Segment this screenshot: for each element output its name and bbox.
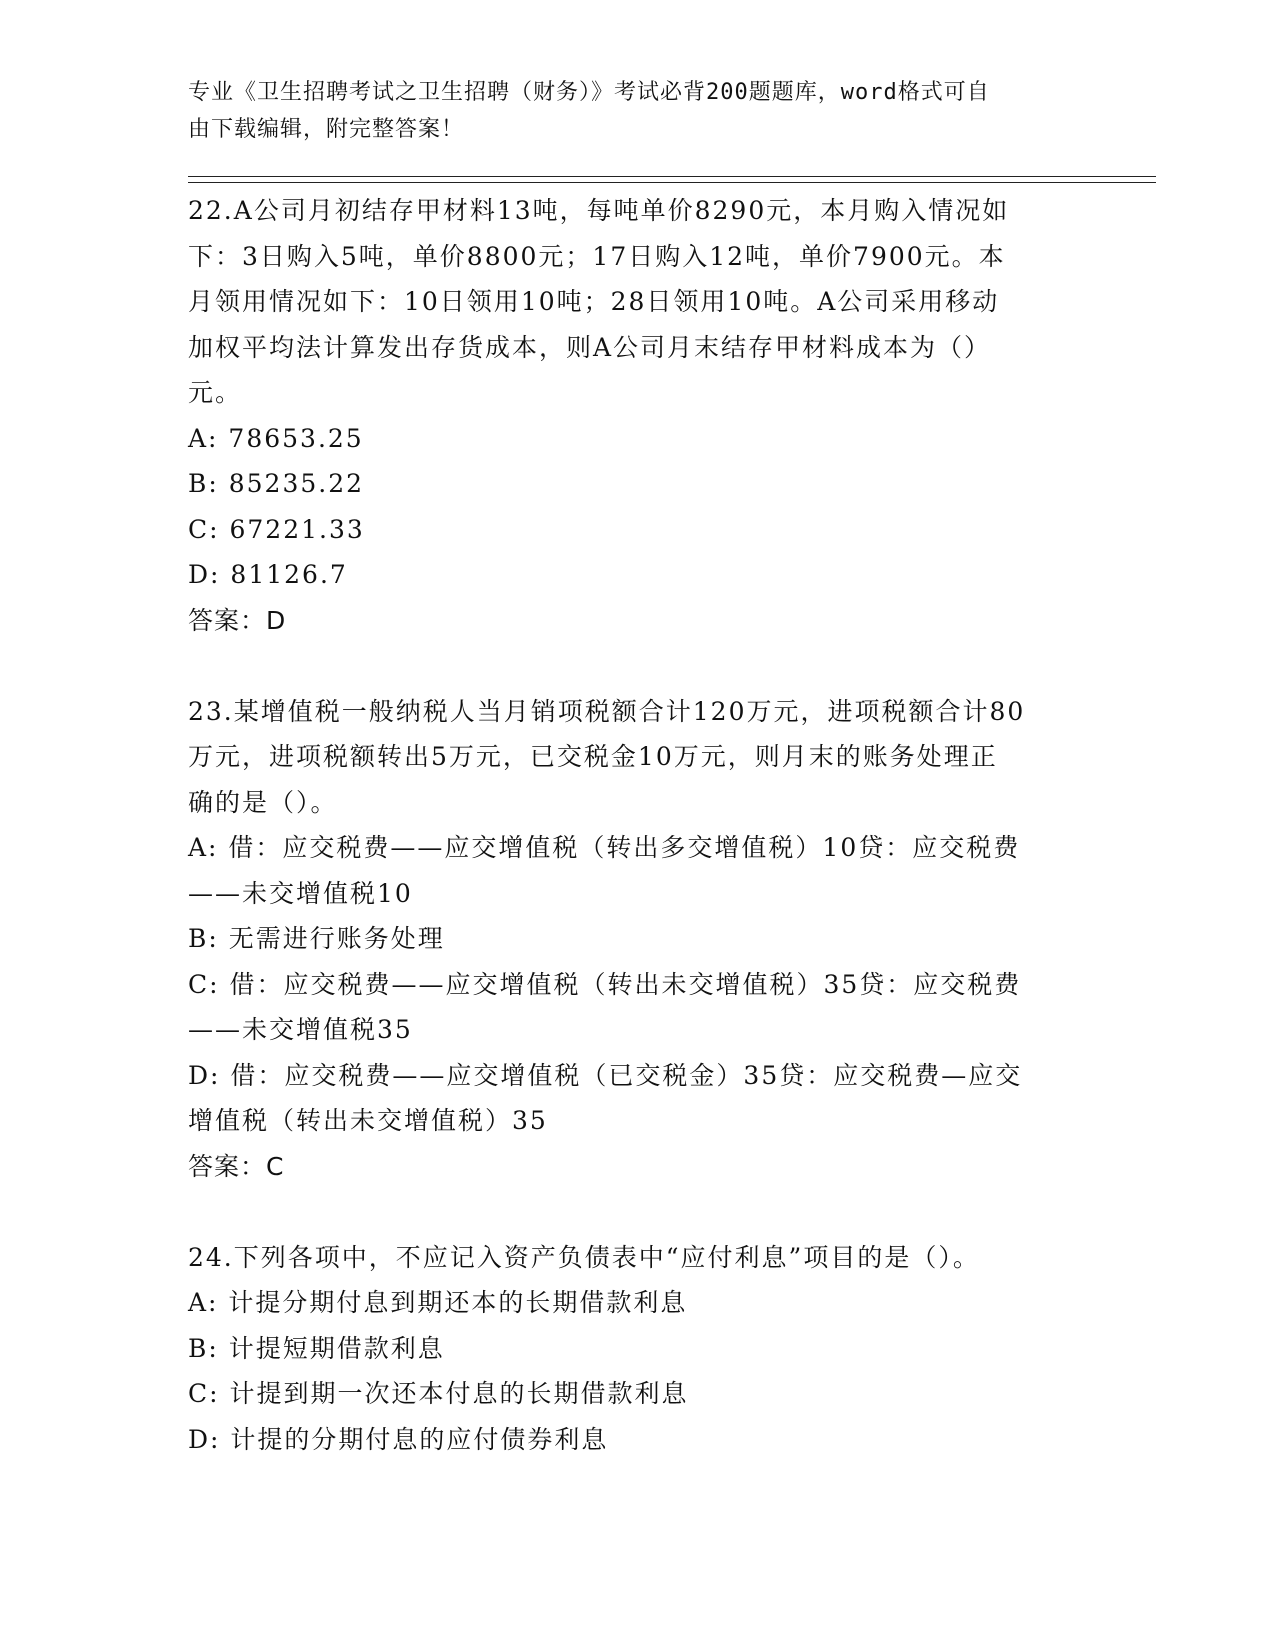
header-line-1: 专业《卫生招聘考试之卫生招聘（财务）》考试必背200题题库，word格式可自 <box>188 80 990 105</box>
option-d: D: 借：应交税费——应交增值税（已交税金）35贷：应交税费—应交 <box>188 1060 1023 1090</box>
question-text-line: 万元，进项税额转出5万元，已交税金10万元，则月末的账务处理正 <box>188 742 998 771</box>
option-c-continued: ——未交增值税35 <box>188 1015 413 1044</box>
question-text-line: 22.A公司月初结存甲材料13吨，每吨单价8290元，本月购入情况如 <box>188 196 1010 225</box>
spacer <box>188 1189 1088 1235</box>
question-text-line: 确的是（）。 <box>188 787 338 817</box>
option-c: C: 67221.33 <box>188 514 365 544</box>
question-text-line: 月领用情况如下：10日领用10吨；28日领用10吨。A公司采用移动 <box>188 287 1000 316</box>
question-24 <box>188 1235 1088 1463</box>
option-c: C: 借：应交税费——应交增值税（转出未交增值税）35贷：应交税费 <box>188 969 1022 999</box>
header-divider-bottom <box>188 182 1156 183</box>
option-a: A: 78653.25 <box>188 423 364 453</box>
question-22 <box>188 188 1088 643</box>
question-text-line: 加权平均法计算发出存货成本，则A公司月末结存甲材料成本为（） <box>188 332 992 362</box>
header-divider-top <box>188 176 1156 177</box>
spacer <box>188 643 1088 689</box>
question-list <box>188 188 1088 1462</box>
option-a-continued: ——未交增值税10 <box>188 878 413 908</box>
option-b: B: 85235.22 <box>188 469 365 498</box>
question-text-line: 24.下列各项中，不应记入资产负债表中“应付利息”项目的是（）。 <box>188 1242 980 1272</box>
question-text-line: 下：3日购入5吨，单价8800元；17日购入12吨，单价7900元。本 <box>188 241 1006 271</box>
header-line-2: 由下载编辑，附完整答案！ <box>188 117 465 142</box>
question-23 <box>188 689 1088 1190</box>
question-text-line: 23.某增值税一般纳税人当月销项税额合计120万元，进项税额合计80 <box>188 696 1026 726</box>
document-header <box>188 74 1088 148</box>
option-d-continued: 增值税（转出未交增值税）35 <box>188 1106 548 1135</box>
option-b: B: 计提短期借款利息 <box>188 1333 445 1363</box>
option-d: D: 计提的分期付息的应付债券利息 <box>188 1424 609 1454</box>
option-b: B: 无需进行账务处理 <box>188 924 445 953</box>
question-text-line: 元。 <box>188 378 243 407</box>
option-c: C: 计提到期一次还本付息的长期借款利息 <box>188 1379 689 1408</box>
answer-label: 答案：D <box>188 605 287 635</box>
option-a: A: 借：应交税费——应交增值税（转出多交增值税）10贷：应交税费 <box>188 833 1021 862</box>
option-d: D: 81126.7 <box>188 560 348 589</box>
answer-label: 答案：C <box>188 1151 285 1181</box>
option-a: A: 计提分期付息到期还本的长期借款利息 <box>188 1288 688 1317</box>
